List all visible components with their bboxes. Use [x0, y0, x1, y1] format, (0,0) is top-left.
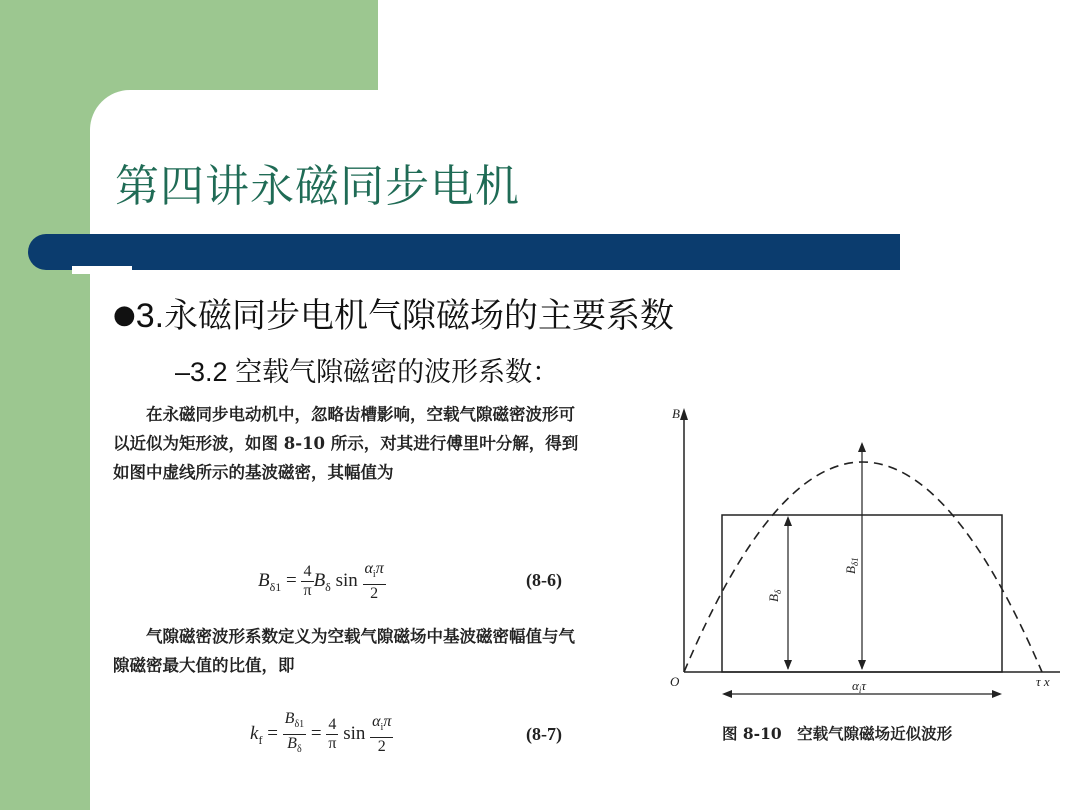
- figure-caption: 图 8-10 空载气隙磁场近似波形: [722, 724, 953, 743]
- bullet1-number: 3.: [135, 297, 165, 335]
- bullet-level1: [113, 288, 674, 337]
- bullet2-dash: –: [175, 357, 191, 387]
- eq2-fraction-alpha: [370, 713, 393, 756]
- b-delta1-label-main: B: [843, 566, 858, 574]
- equation-number-8-7: (8-7): [526, 724, 562, 744]
- b-delta1-arrow-up-icon: [858, 442, 866, 452]
- slide-title: 第四讲永磁同步电机: [115, 161, 520, 212]
- title-underline-bar: [28, 234, 900, 270]
- span-arrow-right-icon: [992, 690, 1002, 698]
- svg-text:Bδ1: [843, 557, 860, 574]
- equation-8-7: [250, 710, 393, 759]
- eq2-fraction-4-pi: [326, 716, 338, 753]
- y-axis-label: B: [672, 406, 680, 421]
- eq1-sin: sin: [330, 569, 363, 591]
- eq2-num: 4: [326, 716, 338, 735]
- eq1-pi: π: [375, 560, 384, 577]
- bullet-dot-icon: ●: [113, 300, 136, 330]
- eq2-den2: 2: [377, 738, 386, 756]
- eq2-fnum: B: [284, 710, 295, 727]
- alpha-tau-label-sub: i: [858, 685, 862, 695]
- excerpt-paragraph-2: 气隙磁密波形系数定义为空载气隙磁场中基波磁密幅值与气隙磁密最大值的比值，即: [113, 627, 575, 675]
- eq1-den: π: [303, 582, 312, 600]
- b-delta1-arrow-down-icon: [858, 660, 866, 670]
- alpha-tau-label: [852, 678, 867, 695]
- eq2-fden: B: [287, 735, 297, 753]
- eq1-fraction-4-pi: [301, 563, 313, 600]
- b-delta1-label: [843, 557, 860, 574]
- eq2-alpha: α: [372, 713, 381, 731]
- excerpt-paragraph-1: 在永磁同步电动机中，忽略齿槽影响，空载气隙磁密波形可以近似为矩形波，如图 8-10 所示，对其进行傅里叶分解，得到如图中虚线所示的基波磁密，其幅值为: [113, 405, 579, 482]
- eq2-lhs-sub: f: [258, 732, 263, 747]
- b-delta-arrow-down-icon: [784, 660, 792, 670]
- eq2-fraction-b: [283, 710, 307, 759]
- eq2-fden-sub: δ: [296, 744, 302, 756]
- eq2-fnum-sub: δ1: [294, 719, 305, 731]
- b-delta-label-sub: δ: [773, 589, 783, 595]
- eq2-sin: sin: [338, 723, 371, 745]
- eq1-den2: 2: [370, 585, 379, 603]
- eq2-equals: =: [262, 723, 283, 745]
- svg-text:Bδ: [766, 589, 783, 602]
- eq1-fraction-alpha: [363, 560, 386, 603]
- bullet2-number: 3.2: [190, 357, 236, 387]
- eq2-alpha-sub: i: [380, 722, 384, 734]
- b-delta1-label-sub: δ1: [850, 557, 860, 567]
- eq2-equals2: =: [306, 723, 327, 745]
- equation-8-6: [258, 560, 386, 603]
- eq1-lhs-sub: δ1: [269, 579, 282, 594]
- eq1-lhs: B: [258, 569, 270, 591]
- b-delta-label: [766, 589, 783, 602]
- alpha-tau-label-main: α: [852, 678, 859, 693]
- alpha-tau-label-tau: τ: [861, 678, 866, 693]
- eq1-alpha-sub: i: [372, 569, 376, 581]
- fundamental-sine-curve: [684, 462, 1042, 672]
- equation-number-8-6: (8-6): [526, 570, 562, 590]
- eq1-b: B: [313, 569, 326, 591]
- y-axis-arrow-icon: [680, 408, 688, 420]
- x-axis-label: τ x: [1036, 674, 1050, 689]
- eq2-pi: π: [383, 713, 392, 731]
- bullet1-text: 永磁同步电机气隙磁场的主要系数: [164, 296, 675, 336]
- eq1-alpha: α: [364, 560, 373, 577]
- origin-label: O: [670, 674, 680, 689]
- eq1-b-sub: δ: [325, 579, 331, 594]
- eq2-den: π: [328, 735, 337, 753]
- bullet-level2: [175, 350, 559, 389]
- eq1-equals: =: [281, 569, 302, 591]
- bullet2-text: 空载气隙磁密的波形系数：: [235, 357, 560, 388]
- span-arrow-left-icon: [722, 690, 732, 698]
- waveform-figure: [662, 402, 1072, 712]
- bar-notch: [72, 266, 132, 274]
- eq1-num: 4: [301, 563, 313, 582]
- b-delta-arrow-up-icon: [784, 516, 792, 526]
- eq2-lhs: k: [250, 723, 259, 745]
- b-delta-label-main: B: [766, 594, 781, 602]
